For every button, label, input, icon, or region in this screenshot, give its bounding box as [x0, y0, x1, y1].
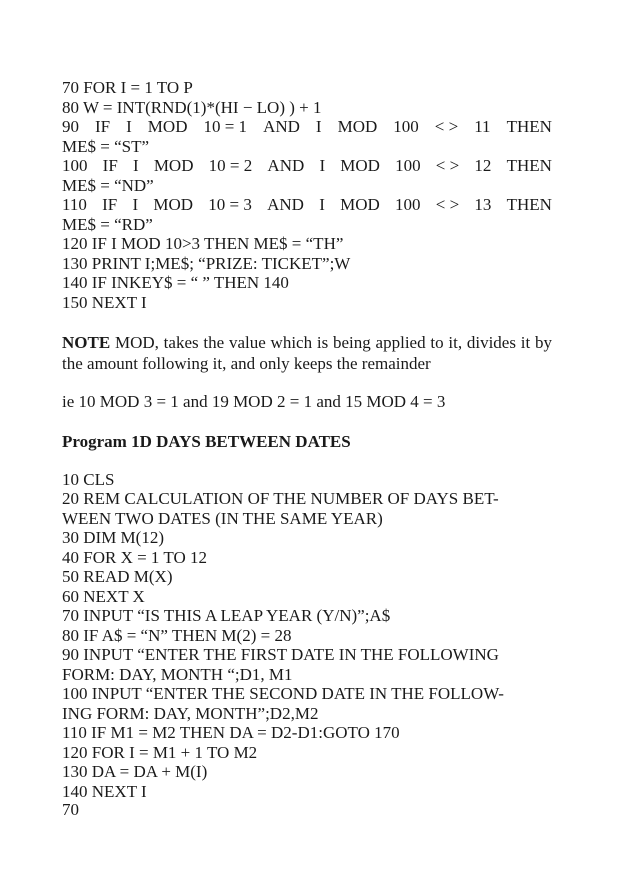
- code-line: 130 DA = DA + M(I): [62, 762, 208, 781]
- code-line: 90 IF I MOD 10 = 1 AND I MOD 100 < > 11 THEN: [62, 117, 552, 136]
- code-line: 110 IF I MOD 10 = 3 AND I MOD 100 < > 13 THEN: [62, 195, 552, 214]
- code-line: 130 PRINT I;ME$; “PRIZE: TICKET”;W: [62, 253, 351, 273]
- code-line: 100 IF I MOD 10 = 2 AND I MOD 100 < > 12 THEN: [62, 156, 552, 175]
- page-content: [62, 78, 552, 801]
- code-line: 60 NEXT X: [62, 586, 145, 606]
- code-line: 70 FOR I = 1 TO P: [62, 78, 193, 97]
- code-line: 110 IF M1 = M2 THEN DA = D2-D1:GOTO 170: [62, 723, 400, 742]
- code-line: ING FORM: DAY, MONTH”;D2,M2: [62, 703, 319, 723]
- code-line: ME$ = “ND”: [62, 175, 154, 195]
- code-line: 120 FOR I = M1 + 1 TO M2: [62, 742, 258, 762]
- code-line: 20 REM CALCULATION OF THE NUMBER OF DAYS BET-: [62, 489, 499, 508]
- page-number: 70: [62, 800, 79, 819]
- code-line: 80 IF A$ = “N” THEN M(2) = 28: [62, 625, 292, 645]
- code-line: ME$ = “ST”: [62, 136, 150, 156]
- code-line: 50 READ M(X): [62, 567, 173, 586]
- note-text: MOD, takes the value which is being applied to it, divides it by the amount following it, and only keeps the remainder: [62, 333, 552, 373]
- code-line: 10 CLS: [62, 469, 115, 489]
- code-line: 80 W = INT(RND(1)*(HI − LO) ) + 1: [62, 97, 322, 117]
- code-line: FORM: DAY, MONTH “;D1, M1: [62, 664, 293, 684]
- code-listing-1: [62, 78, 552, 312]
- code-line: 90 INPUT “ENTER THE FIRST DATE IN THE FOLLOWING: [62, 645, 499, 664]
- code-line: ME$ = “RD”: [62, 214, 153, 234]
- code-line: 140 NEXT I: [62, 781, 147, 801]
- program-heading: Program 1D DAYS BETWEEN DATES: [62, 431, 351, 451]
- code-line: 70 INPUT “IS THIS A LEAP YEAR (Y/N)”;A$: [62, 606, 391, 625]
- code-line: 30 DIM M(12): [62, 528, 164, 547]
- note-example: ie 10 MOD 3 = 1 and 19 MOD 2 = 1 and 15 MOD 4 = 3: [62, 392, 446, 411]
- code-line: 150 NEXT I: [62, 292, 147, 312]
- note-label: NOTE: [62, 333, 111, 352]
- code-line: 140 IF INKEY$ = “ ” THEN 140: [62, 273, 289, 292]
- note-paragraph: [62, 332, 552, 374]
- code-listing-2: [62, 470, 552, 802]
- code-line: WEEN TWO DATES (IN THE SAME YEAR): [62, 508, 383, 528]
- code-line: 120 IF I MOD 10>3 THEN ME$ = “TH”: [62, 234, 344, 253]
- code-line: 40 FOR X = 1 TO 12: [62, 547, 207, 567]
- code-line: 100 INPUT “ENTER THE SECOND DATE IN THE FOLLOW-: [62, 684, 504, 703]
